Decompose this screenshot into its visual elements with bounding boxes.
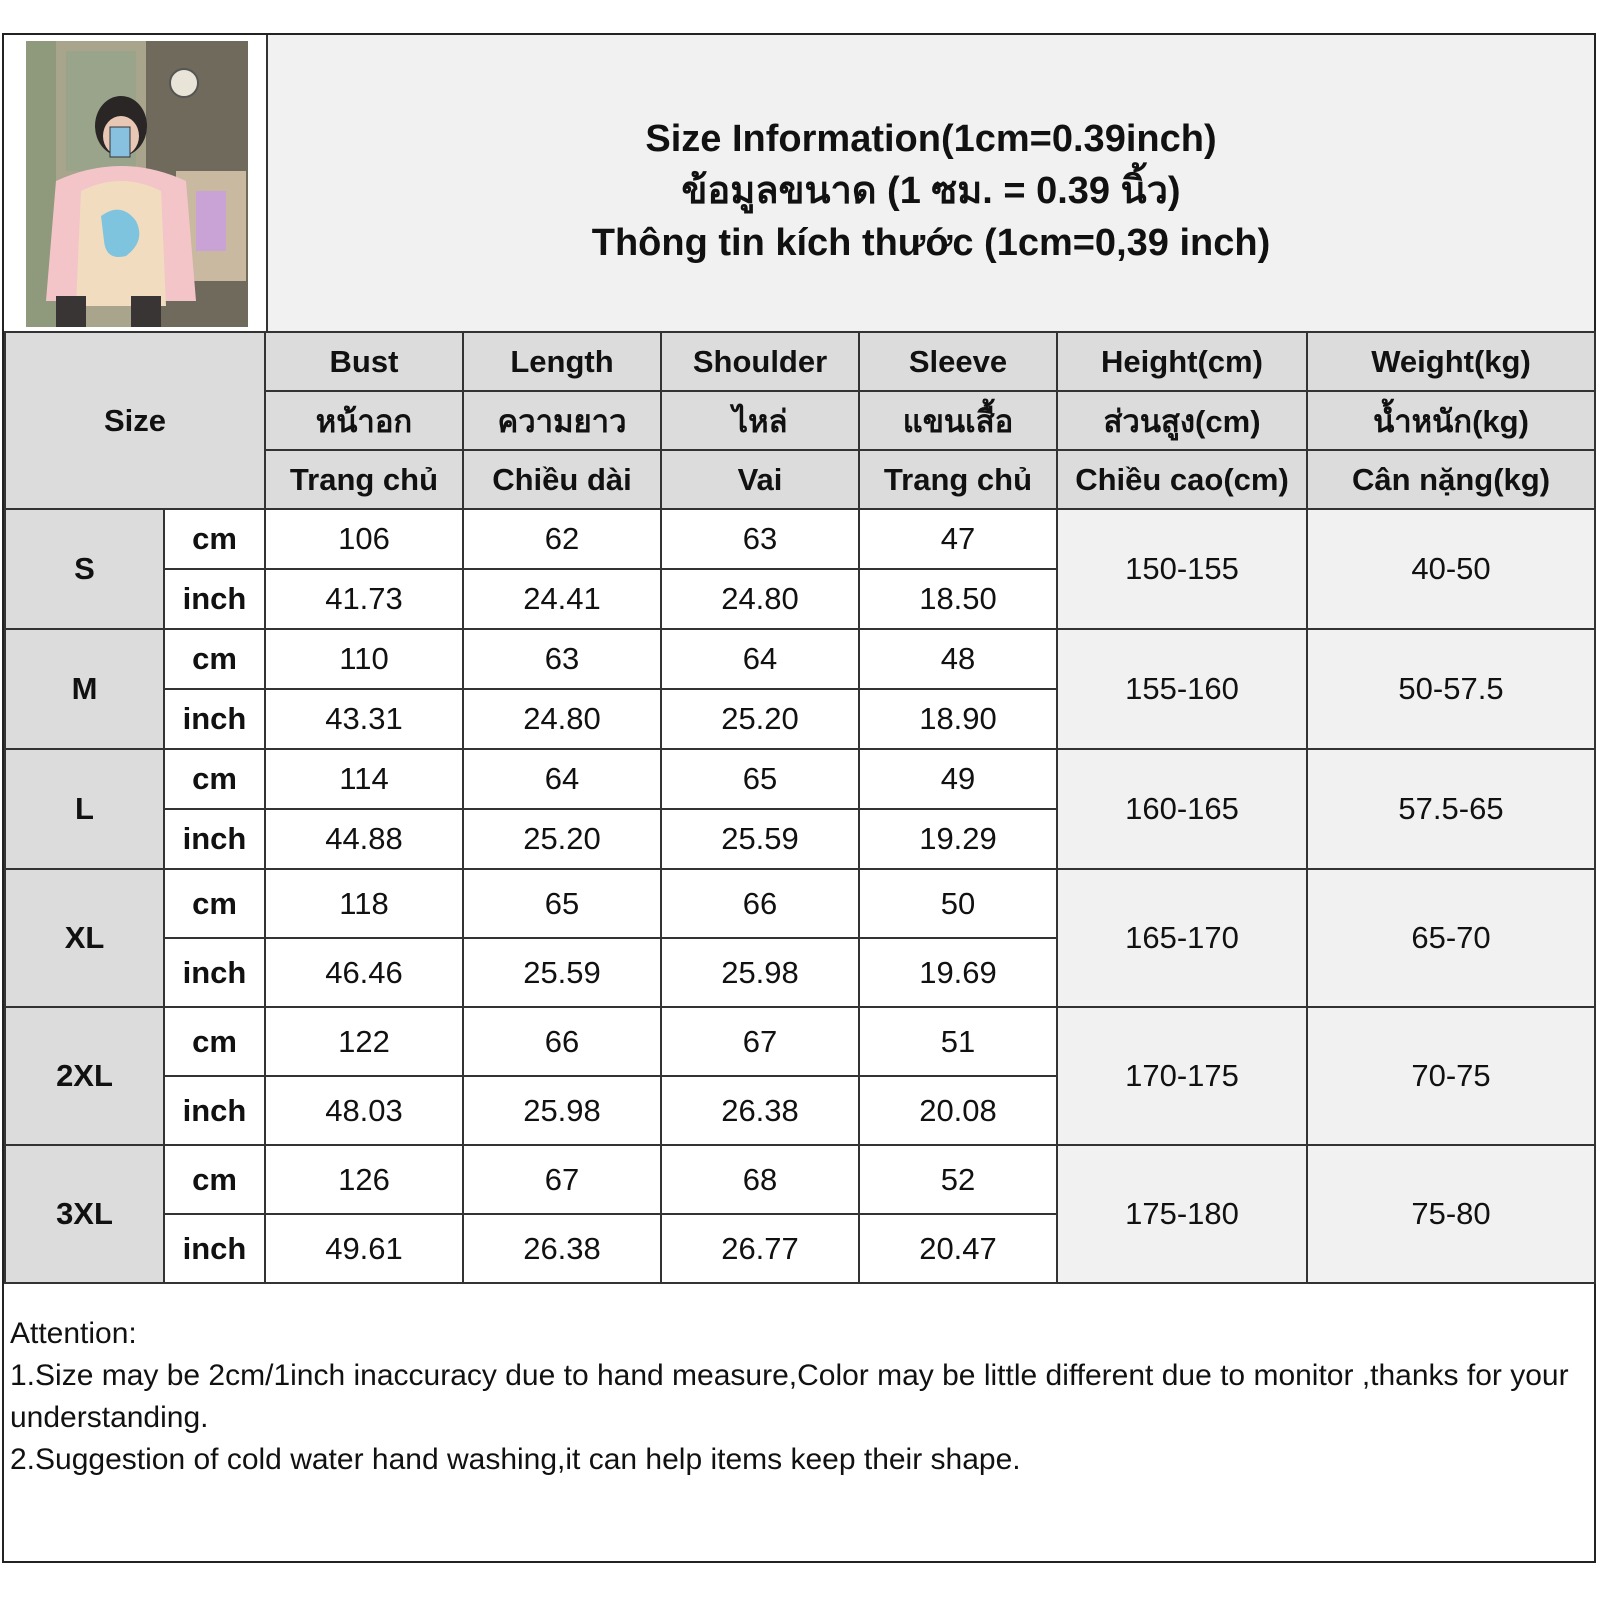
- measurement-cell: 18.50: [859, 569, 1057, 629]
- header-bust-thai: หน้าอก: [265, 391, 463, 450]
- notes-line-1: 1.Size may be 2cm/1inch inaccuracy due to hand measure,Color may be little different due to monitor ,thanks for your understanding.: [10, 1359, 1569, 1434]
- header-sleeve: Sleeve: [859, 332, 1057, 391]
- table-row: [5, 869, 1595, 938]
- header-shoulder-vi: Vai: [661, 450, 859, 509]
- header-row-english: [5, 332, 1595, 391]
- measurement-cell: 50: [859, 869, 1057, 938]
- measurement-cell: 49: [859, 749, 1057, 809]
- height-range-cell: 170-175: [1057, 1007, 1307, 1145]
- unit-label: inch: [164, 1076, 265, 1145]
- measurement-cell: 52: [859, 1145, 1057, 1214]
- measurement-cell: 43.31: [265, 689, 463, 749]
- weight-range-cell: 70-75: [1307, 1007, 1595, 1145]
- measurement-cell: 46.46: [265, 938, 463, 1007]
- unit-label: cm: [164, 629, 265, 689]
- attention-notes: [10, 1313, 1588, 1481]
- measurement-cell: 25.20: [661, 689, 859, 749]
- unit-label: inch: [164, 1214, 265, 1283]
- unit-label: inch: [164, 689, 265, 749]
- header-height-thai: ส่วนสูง(cm): [1057, 391, 1307, 450]
- unit-label: cm: [164, 749, 265, 809]
- title-thai: ข้อมูลขนาด (1 ซม. = 0.39 นิ้ว): [681, 170, 1181, 212]
- title-vietnamese: Thông tin kích thước (1cm=0,39 inch): [591, 222, 1271, 264]
- header-height: Height(cm): [1057, 332, 1307, 391]
- measurement-cell: 18.90: [859, 689, 1057, 749]
- measurement-cell: 25.98: [463, 1076, 661, 1145]
- size-label: L: [5, 749, 164, 869]
- measurement-cell: 26.38: [463, 1214, 661, 1283]
- measurement-cell: 20.08: [859, 1076, 1057, 1145]
- product-photo: [26, 41, 248, 327]
- size-label: S: [5, 509, 164, 629]
- measurement-cell: 25.20: [463, 809, 661, 869]
- measurement-cell: 24.41: [463, 569, 661, 629]
- measurement-cell: 114: [265, 749, 463, 809]
- measurement-cell: 106: [265, 509, 463, 569]
- height-range-cell: 175-180: [1057, 1145, 1307, 1283]
- header-length-vi: Chiều dài: [463, 450, 661, 509]
- size-label: 3XL: [5, 1145, 164, 1283]
- header-sleeve-thai: แขนเสื้อ: [859, 391, 1057, 450]
- unit-label: inch: [164, 938, 265, 1007]
- measurement-cell: 25.98: [661, 938, 859, 1007]
- weight-range-cell: 40-50: [1307, 509, 1595, 629]
- measurement-cell: 110: [265, 629, 463, 689]
- measurement-cell: 118: [265, 869, 463, 938]
- header-bust-vi: Trang chủ: [265, 450, 463, 509]
- unit-label: cm: [164, 1007, 265, 1076]
- title-panel: [268, 35, 1594, 331]
- height-range-cell: 150-155: [1057, 509, 1307, 629]
- header-weight: Weight(kg): [1307, 332, 1595, 391]
- measurement-cell: 64: [661, 629, 859, 689]
- measurement-cell: 26.77: [661, 1214, 859, 1283]
- measurement-cell: 62: [463, 509, 661, 569]
- weight-range-cell: 65-70: [1307, 869, 1595, 1007]
- measurement-cell: 51: [859, 1007, 1057, 1076]
- measurement-cell: 19.29: [859, 809, 1057, 869]
- table-row: [5, 629, 1595, 689]
- header-weight-thai: น้ำหนัก(kg): [1307, 391, 1595, 450]
- measurement-cell: 66: [463, 1007, 661, 1076]
- measurement-cell: 66: [661, 869, 859, 938]
- measurement-cell: 25.59: [463, 938, 661, 1007]
- weight-range-cell: 57.5-65: [1307, 749, 1595, 869]
- size-column-header: Size: [5, 332, 265, 509]
- header-weight-vi: Cân nặng(kg): [1307, 450, 1595, 509]
- measurement-cell: 67: [463, 1145, 661, 1214]
- table-row: [5, 749, 1595, 809]
- size-chart: [2, 33, 1596, 1563]
- measurement-cell: 126: [265, 1145, 463, 1214]
- measurement-cell: 67: [661, 1007, 859, 1076]
- notes-heading: Attention:: [10, 1317, 137, 1350]
- measurement-cell: 63: [463, 629, 661, 689]
- measurement-cell: 20.47: [859, 1214, 1057, 1283]
- weight-range-cell: 75-80: [1307, 1145, 1595, 1283]
- measurement-cell: 48.03: [265, 1076, 463, 1145]
- size-label: 2XL: [5, 1007, 164, 1145]
- header-sleeve-vi: Trang chủ: [859, 450, 1057, 509]
- measurement-cell: 44.88: [265, 809, 463, 869]
- measurement-cell: 64: [463, 749, 661, 809]
- measurement-cell: 41.73: [265, 569, 463, 629]
- header-shoulder: Shoulder: [661, 332, 859, 391]
- table-row: [5, 1007, 1595, 1076]
- title-block: [268, 113, 1594, 269]
- unit-label: cm: [164, 1145, 265, 1214]
- measurement-cell: 24.80: [463, 689, 661, 749]
- height-range-cell: 155-160: [1057, 629, 1307, 749]
- measurement-cell: 19.69: [859, 938, 1057, 1007]
- unit-label: cm: [164, 869, 265, 938]
- unit-label: cm: [164, 509, 265, 569]
- measurement-cell: 65: [661, 749, 859, 809]
- size-rows: [5, 509, 1595, 1283]
- measurement-cell: 122: [265, 1007, 463, 1076]
- table-row: [5, 509, 1595, 569]
- title-english: Size Information(1cm=0.39inch): [645, 118, 1217, 160]
- measurement-cell: 26.38: [661, 1076, 859, 1145]
- notes-line-2: 2.Suggestion of cold water hand washing,it can help items keep their shape.: [10, 1443, 1021, 1476]
- height-range-cell: 165-170: [1057, 869, 1307, 1007]
- size-table: [4, 331, 1596, 1284]
- size-label: M: [5, 629, 164, 749]
- header-bust: Bust: [265, 332, 463, 391]
- weight-range-cell: 50-57.5: [1307, 629, 1595, 749]
- measurement-cell: 68: [661, 1145, 859, 1214]
- header-length: Length: [463, 332, 661, 391]
- height-range-cell: 160-165: [1057, 749, 1307, 869]
- measurement-cell: 65: [463, 869, 661, 938]
- measurement-cell: 63: [661, 509, 859, 569]
- table-row: [5, 1145, 1595, 1214]
- unit-label: inch: [164, 569, 265, 629]
- measurement-cell: 25.59: [661, 809, 859, 869]
- header-height-vi: Chiều cao(cm): [1057, 450, 1307, 509]
- measurement-cell: 48: [859, 629, 1057, 689]
- measurement-cell: 47: [859, 509, 1057, 569]
- unit-label: inch: [164, 809, 265, 869]
- header-shoulder-thai: ไหล่: [661, 391, 859, 450]
- header-length-thai: ความยาว: [463, 391, 661, 450]
- product-photo-illustration: [26, 41, 248, 327]
- measurement-cell: 24.80: [661, 569, 859, 629]
- size-label: XL: [5, 869, 164, 1007]
- measurement-cell: 49.61: [265, 1214, 463, 1283]
